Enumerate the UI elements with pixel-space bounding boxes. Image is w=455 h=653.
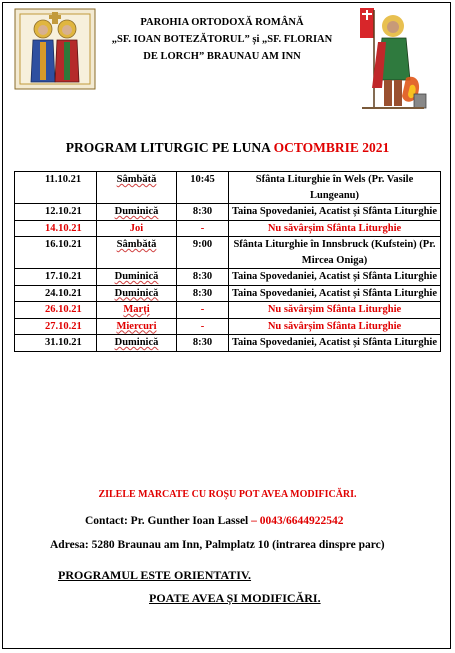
- schedule-service-cell: Taina Spovedaniei, Acatist și Sfânta Liturghie: [229, 204, 441, 221]
- schedule-service-cell: Nu săvârșim Sfânta Liturghie: [229, 318, 441, 335]
- notice-text: ZILELE MARCATE CU ROȘU POT AVEA MODIFICĂRI.: [98, 489, 357, 500]
- schedule-time-cell: 10:45: [177, 172, 229, 204]
- schedule-day-cell: Duminică: [97, 204, 177, 221]
- schedule-day-cell: Duminică: [97, 285, 177, 302]
- schedule-date-cell: 31.10.21: [15, 335, 97, 352]
- schedule-time-cell: -: [177, 318, 229, 335]
- schedule-time-cell: 8:30: [177, 204, 229, 221]
- header-line-1: PAROHIA ORTODOXĂ ROMÂNĂ: [140, 17, 304, 28]
- parish-emblem-icon: [14, 8, 96, 90]
- schedule-service-cell: Taina Spovedaniei, Acatist și Sfânta Liturghie: [229, 269, 441, 286]
- schedule-time-cell: 9:00: [177, 237, 229, 269]
- schedule-body: [15, 172, 441, 352]
- schedule-day-cell: Sâmbătă: [97, 172, 177, 204]
- schedule-date-cell: 12.10.21: [15, 204, 97, 221]
- schedule-date-cell: 17.10.21: [15, 269, 97, 286]
- footer-modifications: POATE AVEA ȘI MODIFICĂRI.: [149, 591, 321, 605]
- schedule-time-cell: 8:30: [177, 269, 229, 286]
- header-line-2: „SF. IOAN BOTEZĂTORUL” și „SF. FLORIAN: [111, 34, 333, 45]
- schedule-row: [15, 269, 441, 286]
- footer-orientative: PROGRAMUL ESTE ORIENTATIV.: [58, 568, 252, 582]
- schedule-time-cell: -: [177, 220, 229, 237]
- schedule-service-cell: Taina Spovedaniei, Acatist și Sfânta Liturghie: [229, 335, 441, 352]
- schedule-date-cell: 24.10.21: [15, 285, 97, 302]
- schedule-time-cell: 8:30: [177, 335, 229, 352]
- schedule-row: [15, 335, 441, 352]
- schedule-day-cell: Miercuri: [97, 318, 177, 335]
- schedule-date-cell: 26.10.21: [15, 302, 97, 319]
- parish-header: [98, 14, 346, 65]
- schedule-row: [15, 220, 441, 237]
- schedule-time-cell: 8:30: [177, 285, 229, 302]
- schedule-day-cell: Duminică: [97, 269, 177, 286]
- address-line: Adresa: 5280 Braunau am Inn, Palmplatz 10 (intrarea dinspre parc): [50, 539, 385, 551]
- schedule-time-cell: -: [177, 302, 229, 319]
- schedule-day-cell: Joi: [97, 220, 177, 237]
- schedule-day-cell: Marți: [97, 302, 177, 319]
- contact-phone: – 0043/6644922542: [251, 515, 344, 527]
- header-line-3: DE LORCH” BRAUNAU AM INN: [143, 51, 301, 62]
- contact-line: [85, 515, 343, 527]
- schedule-service-cell: Nu săvârșim Sfânta Liturghie: [229, 302, 441, 319]
- schedule-date-cell: 14.10.21: [15, 220, 97, 237]
- title-month: OCTOMBRIE 2021: [273, 140, 390, 155]
- schedule-day-cell: Duminică: [97, 335, 177, 352]
- contact-label: Contact: Pr. Gunther Ioan Lassel: [85, 515, 252, 527]
- page-title: [0, 140, 455, 156]
- schedule-date-cell: 16.10.21: [15, 237, 97, 269]
- schedule-row: [15, 285, 441, 302]
- schedule-day-cell: Sâmbătă: [97, 237, 177, 269]
- schedule-row: [15, 172, 441, 204]
- schedule-date-cell: 11.10.21: [15, 172, 97, 204]
- schedule-row: [15, 204, 441, 221]
- schedule-date-cell: 27.10.21: [15, 318, 97, 335]
- schedule-service-cell: Sfânta Liturghie în Wels (Pr. Vasile Lungeanu): [229, 172, 441, 204]
- schedule-row: [15, 302, 441, 319]
- schedule-service-cell: Taina Spovedaniei, Acatist și Sfânta Liturghie: [229, 285, 441, 302]
- schedule-row: [15, 318, 441, 335]
- schedule-service-cell: Nu săvârșim Sfânta Liturghie: [229, 220, 441, 237]
- title-prefix: PROGRAM LITURGIC PE LUNA: [65, 140, 274, 155]
- schedule-table: [14, 171, 441, 352]
- saint-florian-icon: [352, 8, 434, 114]
- schedule-row: [15, 237, 441, 269]
- schedule-service-cell: Sfânta Liturghie în Innsbruck (Kufstein) (Pr. Mircea Oniga): [229, 237, 441, 269]
